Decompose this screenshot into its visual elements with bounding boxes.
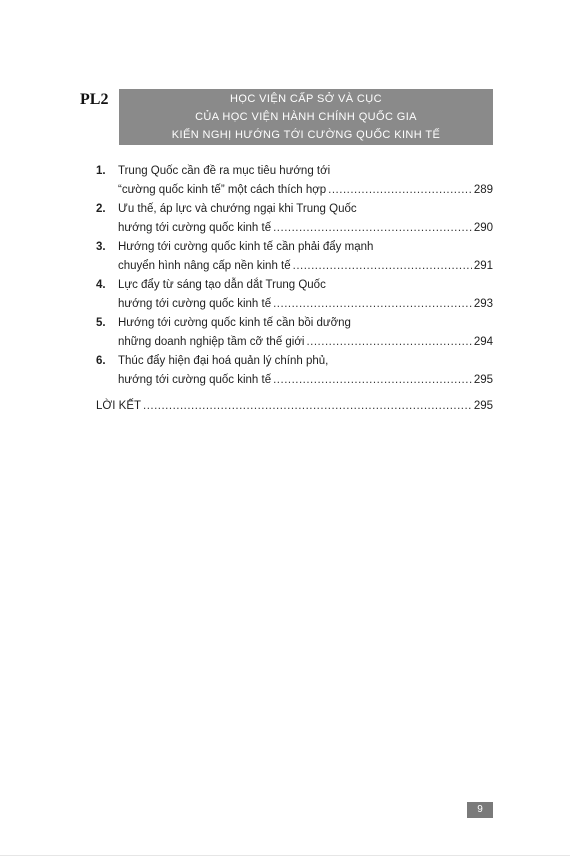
toc-entry-page: 293 <box>473 298 493 310</box>
dot-leader <box>306 333 471 352</box>
section-title-line-3: KIẾN NGHỊ HƯỚNG TỚI CƯỜNG QUỐC KINH TẾ <box>171 129 441 141</box>
toc-entry-6[interactable] <box>96 352 493 390</box>
section-label: PL2 <box>80 91 109 108</box>
dot-leader <box>143 397 472 416</box>
section-title-line-2: CỦA HỌC VIỆN HÀNH CHÍNH QUỐC GIA <box>195 111 417 123</box>
toc-entry-number: 2. <box>96 203 106 215</box>
toc-entry-title-line-1: Ưu thế, áp lực và chướng ngại khi Trung Quốc <box>118 203 357 215</box>
section-title-banner <box>119 89 493 145</box>
toc-entry-title-line-2: “cường quốc kinh tế” một cách thích hợp <box>118 184 327 196</box>
toc-entry-title-line-1: Lực đẩy từ sáng tạo dẫn dắt Trung Quốc <box>118 279 326 291</box>
closing-label: LỜI KẾT <box>96 400 142 412</box>
toc-entry-title-line-1: Thúc đẩy hiện đại hoá quản lý chính phủ, <box>118 355 329 367</box>
toc-entry-number: 3. <box>96 241 106 253</box>
dot-leader <box>273 219 472 238</box>
dot-leader <box>293 257 472 276</box>
toc-entry-4[interactable] <box>96 276 493 314</box>
toc-closing-entry[interactable] <box>96 397 493 416</box>
toc-entry-title-line-2: những doanh nghiệp tầm cỡ thế giới <box>118 336 305 348</box>
toc-entry-page: 295 <box>473 374 493 386</box>
toc-entry-2[interactable] <box>96 200 493 238</box>
dot-leader <box>273 295 472 314</box>
toc-entry-title-line-1: Trung Quốc cần đề ra mục tiêu hướng tới <box>118 165 331 177</box>
toc-entry-title-line-2: hướng tới cường quốc kinh tế <box>118 298 272 310</box>
closing-page: 295 <box>473 400 493 412</box>
toc-entry-page: 291 <box>473 260 493 272</box>
toc-entry-title-line-2: hướng tới cường quốc kinh tế <box>118 222 272 234</box>
toc-entry-number: 6. <box>96 355 106 367</box>
toc-entry-number: 4. <box>96 279 106 291</box>
toc-entry-1[interactable] <box>96 162 493 200</box>
toc-entry-page: 290 <box>473 222 493 234</box>
toc-entry-title-line-1: Hướng tới cường quốc kinh tế cần phải đẩy mạnh <box>118 241 374 253</box>
page-bottom-edge <box>0 855 570 856</box>
toc-entry-3[interactable] <box>96 238 493 276</box>
toc-entry-page: 289 <box>473 184 493 196</box>
toc-entry-title-line-2: hướng tới cường quốc kinh tế <box>118 374 272 386</box>
dot-leader <box>273 371 472 390</box>
dot-leader <box>328 181 472 200</box>
toc-entry-title-line-2: chuyển hình nâng cấp nền kinh tế <box>118 260 291 272</box>
toc-entry-number: 5. <box>96 317 106 329</box>
toc-entry-page: 294 <box>473 336 493 348</box>
section-title-line-1: HỌC VIỆN CẤP SỞ VÀ CỤC <box>230 93 382 105</box>
toc-entry-title-line-1: Hướng tới cường quốc kinh tế cần bồi dưỡng <box>118 317 351 329</box>
toc-entry-5[interactable] <box>96 314 493 352</box>
toc-entry-number: 1. <box>96 165 106 177</box>
page-number-badge: 9 <box>467 802 493 818</box>
